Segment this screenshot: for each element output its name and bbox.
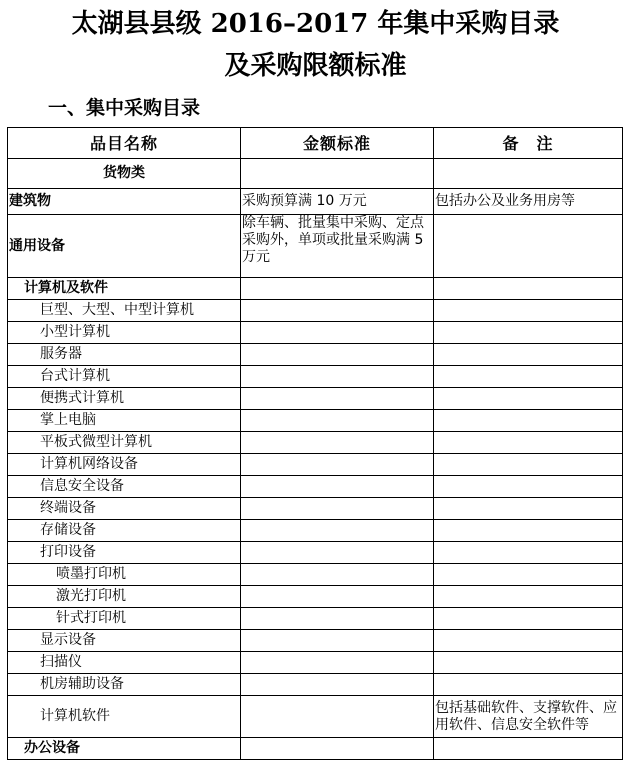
note-cell <box>434 344 623 366</box>
item-name-cell: 机房辅助设备 <box>8 674 241 696</box>
amount-cell <box>241 738 434 760</box>
header-remarks: 备 注 <box>434 128 623 159</box>
table-row <box>8 410 623 432</box>
category-goods: 货物类 <box>8 159 241 189</box>
amount-cell <box>241 366 434 388</box>
table-row <box>8 388 623 410</box>
item-name-cell: 显示设备 <box>8 630 241 652</box>
table-row <box>8 520 623 542</box>
table-row <box>8 696 623 738</box>
table-row <box>8 300 623 322</box>
table-row <box>8 674 623 696</box>
note-cell: 包括基础软件、支撑软件、应用软件、信息安全软件等 <box>434 696 623 738</box>
amount-cell <box>241 410 434 432</box>
note-cell <box>434 564 623 586</box>
table-row <box>8 738 623 760</box>
amount-cell: 除车辆、批量集中采购、定点采购外，单项或批量采购满 5 万元 <box>241 215 434 278</box>
note-cell <box>434 454 623 476</box>
table-row <box>8 189 623 215</box>
note-cell <box>434 322 623 344</box>
table-row <box>8 586 623 608</box>
amount-cell <box>241 630 434 652</box>
amount-cell <box>241 498 434 520</box>
table-row <box>8 278 623 300</box>
item-name-cell: 小型计算机 <box>8 322 241 344</box>
item-name-cell: 终端设备 <box>8 498 241 520</box>
item-name-cell: 计算机软件 <box>8 696 241 738</box>
amount-cell <box>241 674 434 696</box>
item-name-cell: 针式打印机 <box>8 608 241 630</box>
amount-cell <box>241 454 434 476</box>
table-row <box>8 215 623 278</box>
note-cell <box>434 432 623 454</box>
amount-cell <box>241 278 434 300</box>
table-row <box>8 322 623 344</box>
note-cell: 包括办公及业务用房等 <box>434 189 623 215</box>
item-name-cell: 平板式微型计算机 <box>8 432 241 454</box>
amount-cell <box>241 696 434 738</box>
table-header-row <box>8 128 623 159</box>
note-cell <box>434 278 623 300</box>
item-name-cell: 扫描仪 <box>8 652 241 674</box>
note-cell <box>434 215 623 278</box>
note-cell <box>434 586 623 608</box>
note-cell <box>434 366 623 388</box>
amount-cell <box>241 388 434 410</box>
header-amount-standard: 金额标准 <box>241 128 434 159</box>
amount-cell <box>241 564 434 586</box>
header-item-name: 品目名称 <box>8 128 241 159</box>
amount-cell <box>241 322 434 344</box>
table-row <box>8 366 623 388</box>
table-row <box>8 652 623 674</box>
item-name-cell: 台式计算机 <box>8 366 241 388</box>
note-cell <box>434 388 623 410</box>
amount-cell <box>241 608 434 630</box>
amount-cell <box>241 542 434 564</box>
table-row <box>8 159 623 189</box>
table-row <box>8 564 623 586</box>
amount-cell <box>241 520 434 542</box>
item-name-cell: 激光打印机 <box>8 586 241 608</box>
item-name-cell: 信息安全设备 <box>8 476 241 498</box>
amount-cell <box>241 586 434 608</box>
item-name-cell: 服务器 <box>8 344 241 366</box>
item-name-cell: 巨型、大型、中型计算机 <box>8 300 241 322</box>
note-cell <box>434 674 623 696</box>
note-cell <box>434 738 623 760</box>
procurement-catalog-table <box>7 127 623 760</box>
table-row <box>8 498 623 520</box>
item-name-cell: 打印设备 <box>8 542 241 564</box>
item-name-cell: 喷墨打印机 <box>8 564 241 586</box>
amount-cell <box>241 652 434 674</box>
item-name-cell: 便携式计算机 <box>8 388 241 410</box>
table-row <box>8 344 623 366</box>
table-row <box>8 476 623 498</box>
table-row <box>8 454 623 476</box>
amount-cell <box>241 432 434 454</box>
note-cell <box>434 542 623 564</box>
table-row <box>8 542 623 564</box>
note-cell <box>434 476 623 498</box>
item-name-cell: 建筑物 <box>8 189 241 215</box>
item-name-cell: 存储设备 <box>8 520 241 542</box>
note-cell <box>434 498 623 520</box>
item-name-cell: 计算机网络设备 <box>8 454 241 476</box>
note-cell <box>434 410 623 432</box>
note-cell <box>434 652 623 674</box>
section-heading: 一、集中采购目录 <box>48 97 201 119</box>
amount-cell <box>241 476 434 498</box>
note-cell <box>434 300 623 322</box>
amount-cell <box>241 344 434 366</box>
item-name-cell: 掌上电脑 <box>8 410 241 432</box>
item-name-cell: 计算机及软件 <box>8 278 241 300</box>
note-cell <box>434 159 623 189</box>
table-row <box>8 608 623 630</box>
note-cell <box>434 608 623 630</box>
item-name-cell: 办公设备 <box>8 738 241 760</box>
table-row <box>8 432 623 454</box>
note-cell <box>434 520 623 542</box>
document-title-line-2: 及采购限额标准 <box>224 51 407 81</box>
amount-cell <box>241 159 434 189</box>
amount-cell: 采购预算满 10 万元 <box>241 189 434 215</box>
table-row <box>8 630 623 652</box>
item-name-cell: 通用设备 <box>8 215 241 278</box>
document-title-line-1: 太湖县县级 2016–2017 年集中采购目录 <box>71 9 560 39</box>
note-cell <box>434 630 623 652</box>
amount-cell <box>241 300 434 322</box>
